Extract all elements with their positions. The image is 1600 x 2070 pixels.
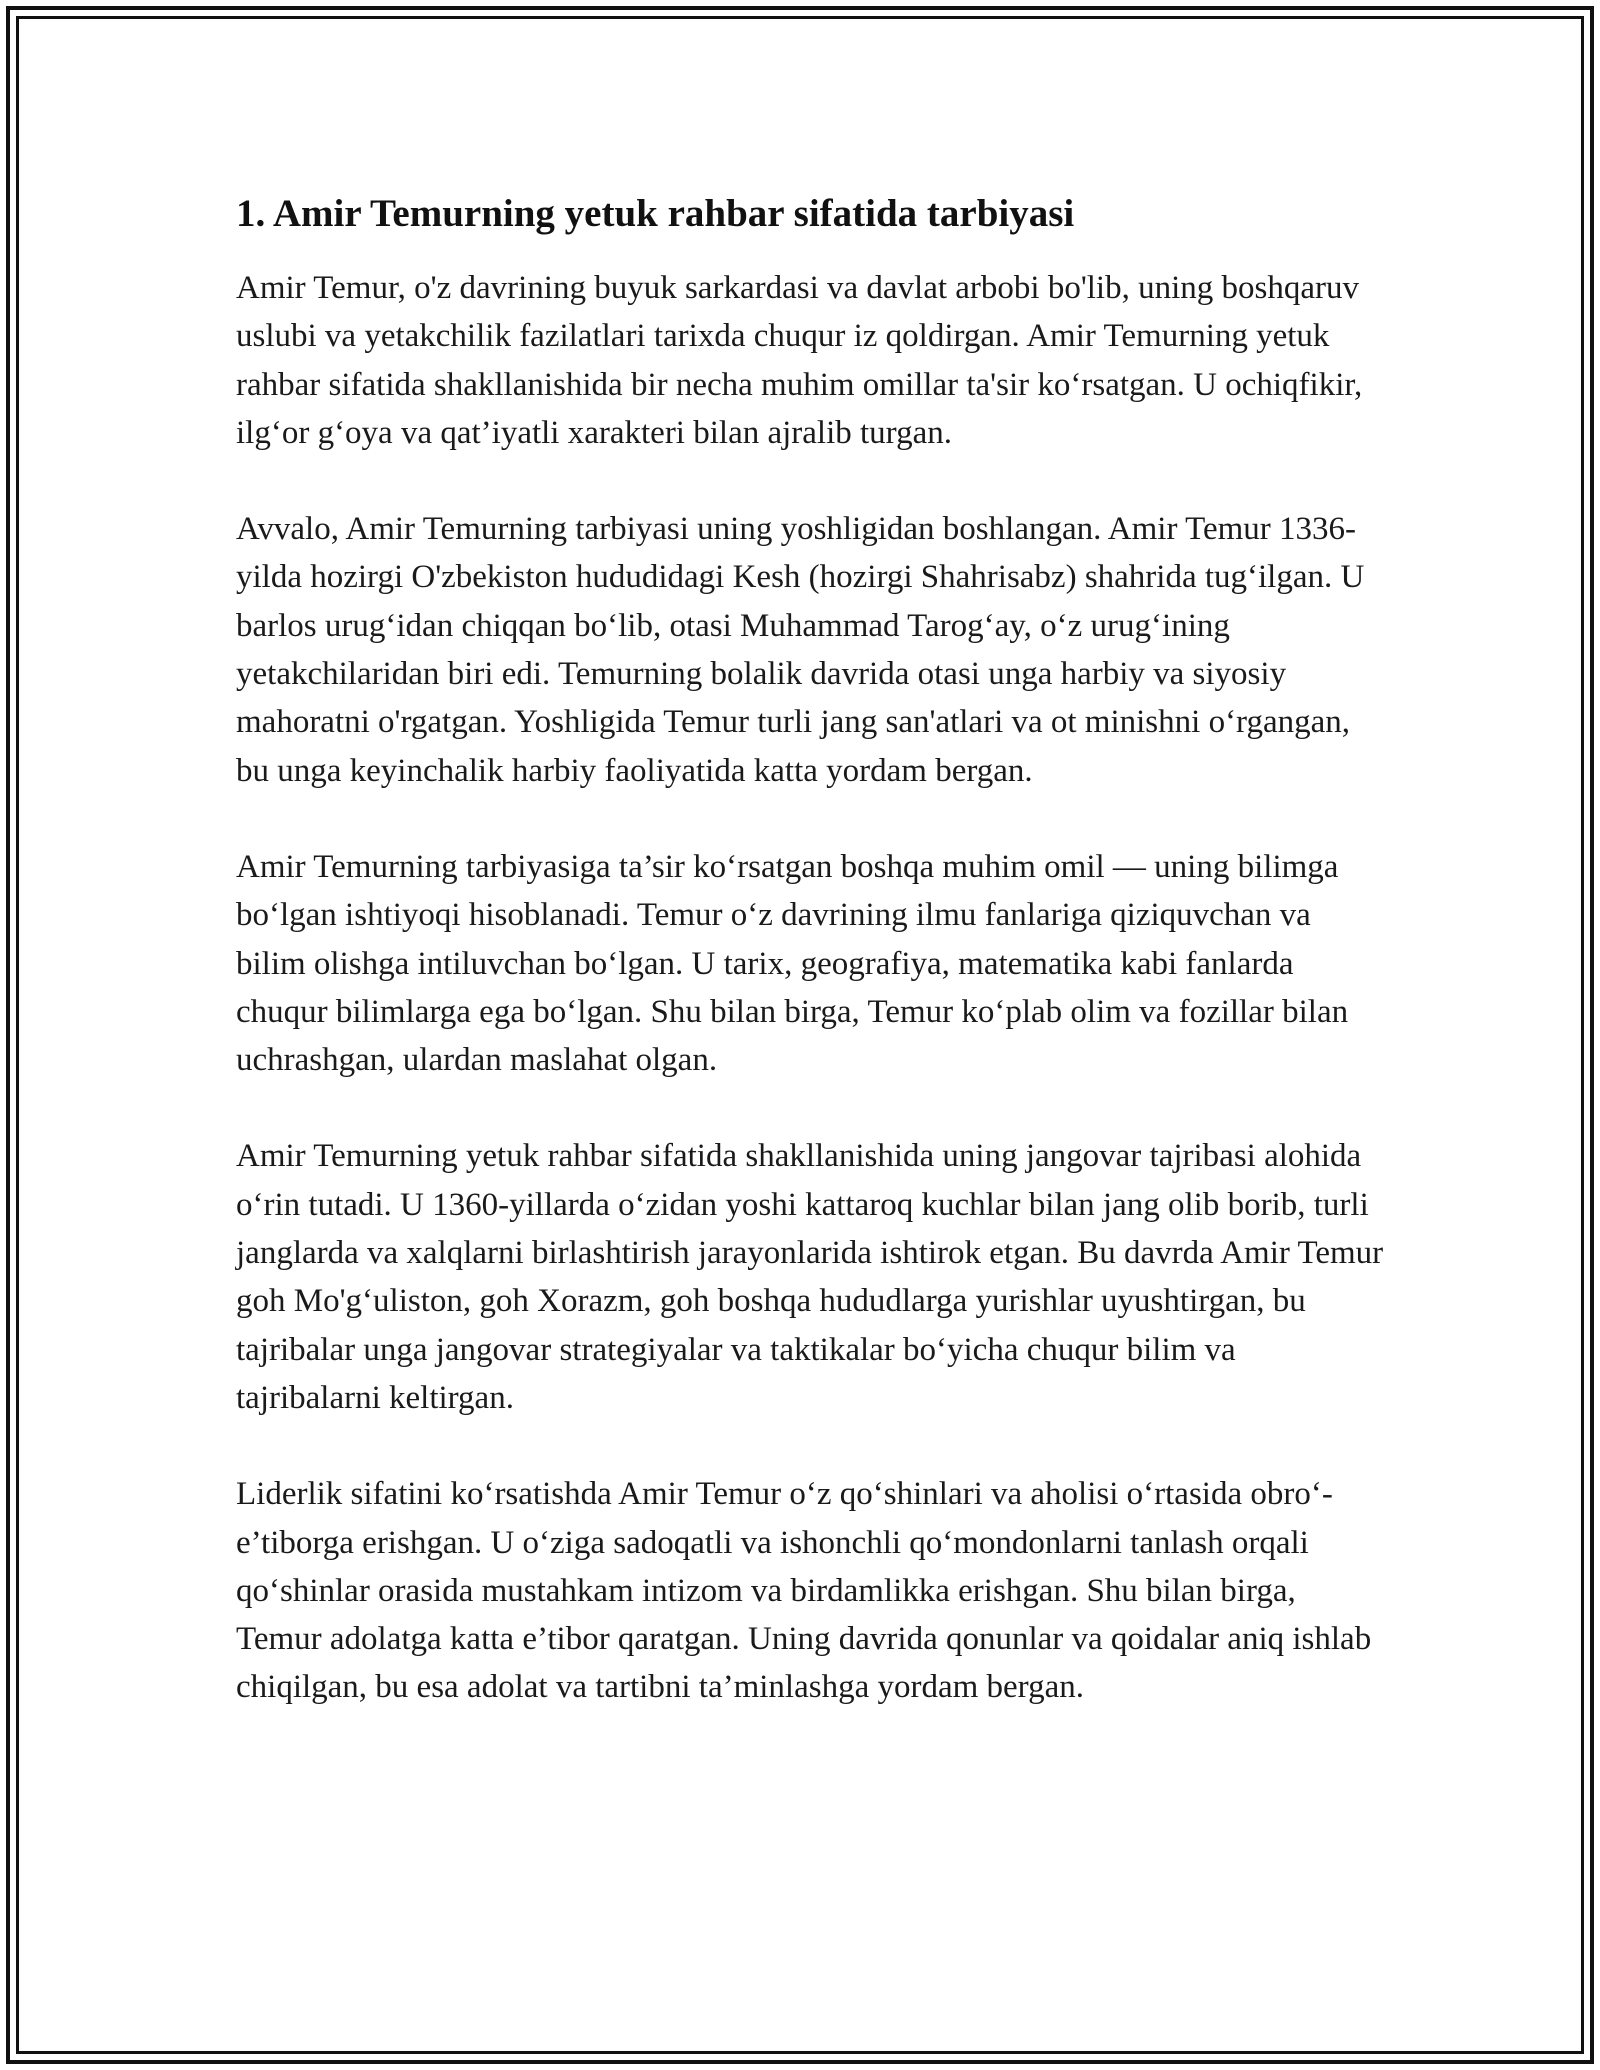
paragraph-2: Avvalo, Amir Temurning tarbiyasi uning yoshligidan boshlangan. Amir Temur 1336-yilda hozirgi O'zbekiston hududidagi Kesh (hozirgi Shahrisabz) shahrida tugʻilgan. U barlos urugʻidan chiqqan boʻlib, otasi Muhammad Tarogʻay, oʻz urugʻining yetakchilaridan biri edi. Temurning bolalik davrida otasi unga harbiy va siyosiy mahoratni o'rgatgan. Yoshligida Temur turli jang san'atlari va ot minishni oʻrgangan, bu unga keyinchalik harbiy faoliyatida katta yordam bergan.	[236, 511, 1365, 789]
paragraph-3: Amir Temurning tarbiyasiga ta’sir koʻrsatgan boshqa muhim omil — uning bilimga boʻlgan ishtiyoqi hisoblanadi. Temur oʻz davrining ilmu fanlariga qiziquvchan va bilim olishga intiluvchan boʻlgan. U tarix, geografiya, matematika kabi fanlarda chuqur bilimlarga ega boʻlgan. Shu bilan birga, Temur koʻplab olim va fozillar bilan uchrashgan, ulardan maslahat olgan.	[236, 848, 1349, 1079]
paragraph-4: Amir Temurning yetuk rahbar sifatida shakllanishida uning jangovar tajribasi alohida oʻrin tutadi. U 1360-yillarda oʻzidan yoshi kattaroq kuchlar bilan jang olib borib, turli janglarda va xalqlarni birlashtirish jarayonlarida ishtirok etgan. Bu davrda Amir Temur goh Mo'gʻuliston, goh Xorazm, goh boshqa hududlarga yurishlar uyushtirgan, bu tajribalar unga jangovar strategiyalar va taktikalar boʻyicha chuqur bilim va tajribalarni keltirgan.	[236, 1138, 1384, 1416]
paragraph-1: Amir Temur, o'z davrining buyuk sarkardasi va davlat arbobi bo'lib, uning boshqaruv uslubi va yetakchilik fazilatlari tarixda chuqur iz qoldirgan. Amir Temurning yetuk rahbar sifatida shakllanishida bir necha muhim omillar ta'sir koʻrsatgan. U ochiqfikir, ilgʻor gʻoya va qat’iyatli xarakteri bilan ajralib turgan.	[236, 270, 1363, 451]
document-body	[236, 188, 1386, 1712]
paragraph-5: Liderlik sifatini koʻrsatishda Amir Temur oʻz qoʻshinlari va aholisi oʻrtasida obroʻ-e’tiborga erishgan. U oʻziga sadoqatli va ishonchli qoʻmondonlarni tanlash orqali qoʻshinlar orasida mustahkam intizom va birdamlikka erishgan. Shu bilan birga, Temur adolatga katta e’tibor qaratgan. Uning davrida qonunlar va qoidalar aniq ishlab chiqilgan, bu esa adolat va tartibni ta’minlashga yordam bergan.	[236, 1476, 1372, 1706]
document-title: 1. Amir Temurning yetuk rahbar sifatida tarbiyasi	[236, 192, 1075, 235]
